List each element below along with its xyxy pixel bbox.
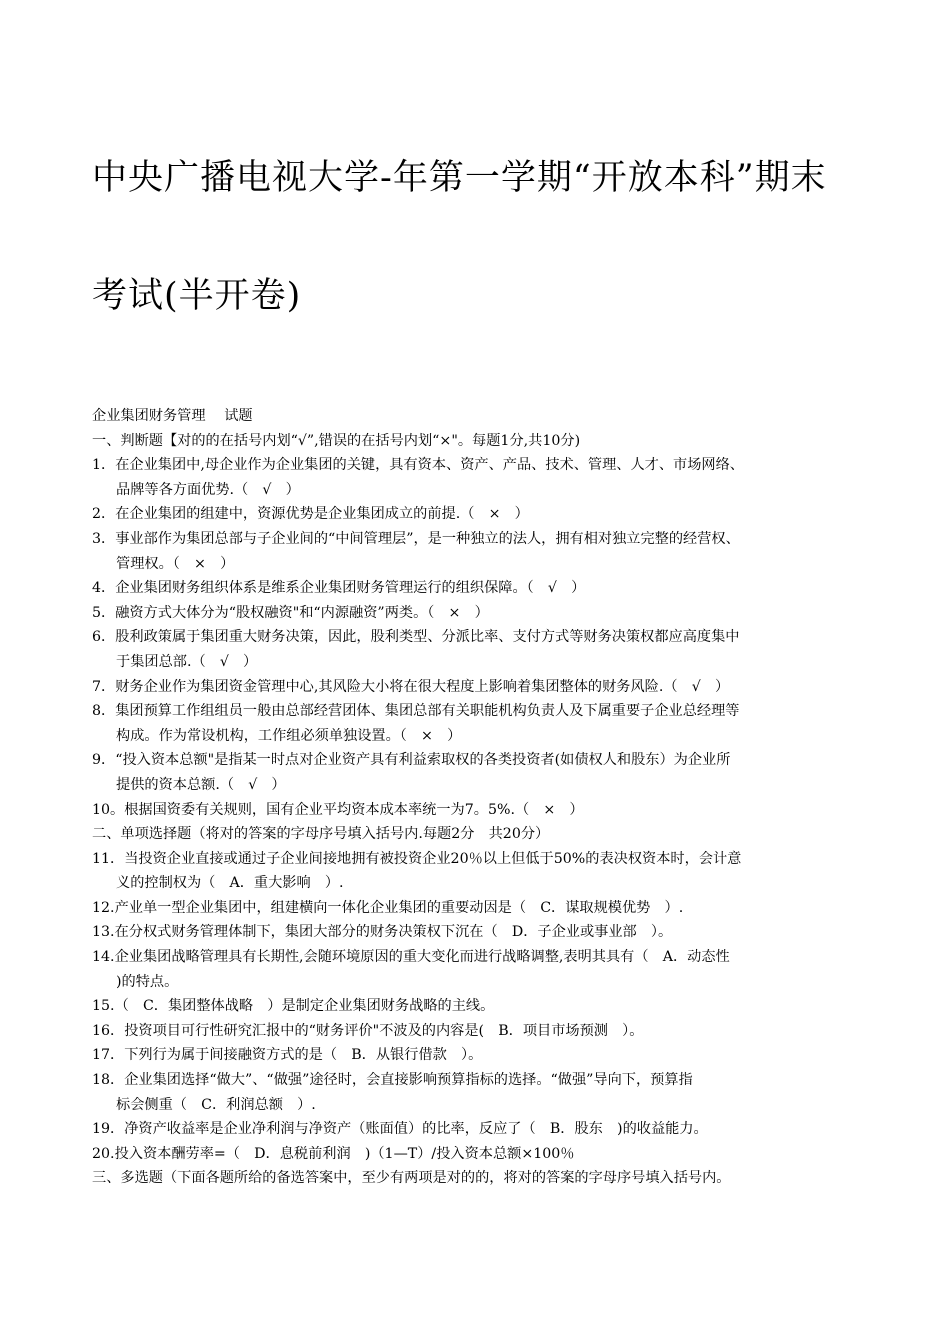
question-text: 13.在分权式财务管理体制下，集团大部分的财务决策权下沉在（ D．子企业或事业部 ）。	[92, 924, 673, 941]
question-text-continued: 于集团总部.（ √ ）	[116, 653, 258, 670]
question-text: 12.产业单一型企业集团中，组建横向一体化企业集团的重要动因是（ C．谋取规模优势 ）.	[92, 899, 684, 916]
question-text: 11．当投资企业直接或通过子企业间接地拥有被投资企业20％以上但低于50%的表决权资本时，会计意	[92, 850, 742, 867]
question-text: 2．在企业集团的组建中，资源优势是企业集团成立的前提.（ × ）	[92, 506, 529, 523]
question-text-continued: 标会侧重（ C．利润总额 ）.	[116, 1096, 316, 1113]
question-item	[92, 1142, 882, 1167]
question-text: 5．融资方式大体分为“股权融资"和“内源融资”两类。（ × ）	[92, 604, 489, 621]
question-item	[92, 453, 882, 502]
question-item	[92, 699, 882, 748]
question-text: 6．股利政策属于集团重大财务决策，因此，股利类型、分派比率、支付方式等财务决策权都应高度集中	[92, 629, 740, 646]
question-item	[92, 625, 882, 674]
question-text: 16．投资项目可行性研究汇报中的“财务评价"不波及的内容是( B．项目市场预测 ）。	[92, 1022, 644, 1039]
question-text: 14.企业集团战略管理具有长期性,会随环境原因的重大变化而进行战略调整,表明其具有（ A．动态性	[92, 949, 730, 966]
question-item	[92, 945, 882, 994]
question-item	[92, 527, 882, 576]
question-text: 1．在企业集团中,母企业作为企业集团的关键，具有资本、资产、产品、技术、管理、人才、市场网络、	[92, 457, 744, 474]
question-text: 9．“投入资本总额"是指某一时点对企业资产具有利益索取权的各类投资者(如债权人和股东）为企业所	[92, 752, 731, 769]
document-body	[92, 404, 882, 1191]
document-title-line2: 考试(半开卷)	[92, 276, 302, 316]
sections-container	[92, 429, 882, 1191]
section-heading: 一、判断题【对的的在括号内划“√”,错误的在括号内划“×"。每题1分,共10分)	[92, 432, 581, 449]
question-item	[92, 576, 882, 601]
question-item	[92, 994, 882, 1019]
question-text-continued: 义的控制权为（ A．重大影响 ）.	[116, 875, 344, 892]
question-text: 20.投入资本酬劳率=（ D．息税前利润 )（1—T）/投入资本总额×100％	[92, 1145, 575, 1162]
question-item	[92, 502, 882, 527]
question-text-continued: 管理权。（ × ）	[116, 555, 235, 572]
question-text: 18．企业集团选择“做大”、“做强”途径时，会直接影响预算指标的选择。“做强”导向下，预算指	[92, 1072, 693, 1089]
question-text: 7．财务企业作为集团资金管理中心,其风险大小将在很大程度上影响着集团整体的财务风险.（ √ ）	[92, 678, 730, 695]
question-text-continued: 构成。作为常设机构，工作组必须单独设置。（ × ）	[116, 727, 462, 744]
question-item	[92, 675, 882, 700]
question-text: 10。根据国资委有关规则，国有企业平均资本成本率统一为7。5%.（ × ）	[92, 801, 584, 818]
question-item	[92, 847, 882, 896]
question-text: 8．集团预算工作组组员一般由总部经营团体、集团总部有关职能机构负责人及下属重要子企业总经理等	[92, 703, 740, 720]
section-heading: 二、单项选择题（将对的答案的字母序号填入括号内.每题2分 共20分）	[92, 826, 550, 843]
question-item	[92, 1043, 882, 1068]
question-text: 19．净资产收益率是企业净利润与净资产（账面值）的比率，反应了（ B．股东 )的收益能力。	[92, 1121, 708, 1138]
question-item	[92, 1117, 882, 1142]
question-text-continued: )的特点。	[116, 973, 179, 990]
subject-line: 企业集团财务管理 试题	[92, 408, 253, 424]
question-item	[92, 896, 882, 921]
document-title-line1: 中央广播电视大学-年第一学期“开放本科”期末	[92, 158, 827, 198]
question-item	[92, 798, 882, 823]
question-item	[92, 748, 882, 797]
question-item	[92, 601, 882, 626]
question-text-continued: 提供的资本总额.（ √ ）	[116, 776, 286, 793]
question-text: 17．下列行为属于间接融资方式的是（ B．从银行借款 ）。	[92, 1047, 483, 1064]
section-heading: 三、多选题（下面各题所给的备选答案中，至少有两项是对的的，将对的答案的字母序号填入括号内。	[92, 1170, 731, 1187]
question-text: 15.（ C．集团整体战略 ）是制定企业集团财务战略的主线。	[92, 998, 495, 1015]
question-item	[92, 920, 882, 945]
question-text: 4．企业集团财务组织体系是维系企业集团财务管理运行的组织保障。（ √ ）	[92, 580, 586, 597]
question-item	[92, 1068, 882, 1117]
question-item	[92, 1019, 882, 1044]
question-text-continued: 品牌等各方面优势.（ √ ）	[116, 481, 300, 498]
question-text: 3．事业部作为集团总部与子企业间的“中间管理层”，是一种独立的法人，拥有相对独立完整的经营权、	[92, 530, 740, 547]
